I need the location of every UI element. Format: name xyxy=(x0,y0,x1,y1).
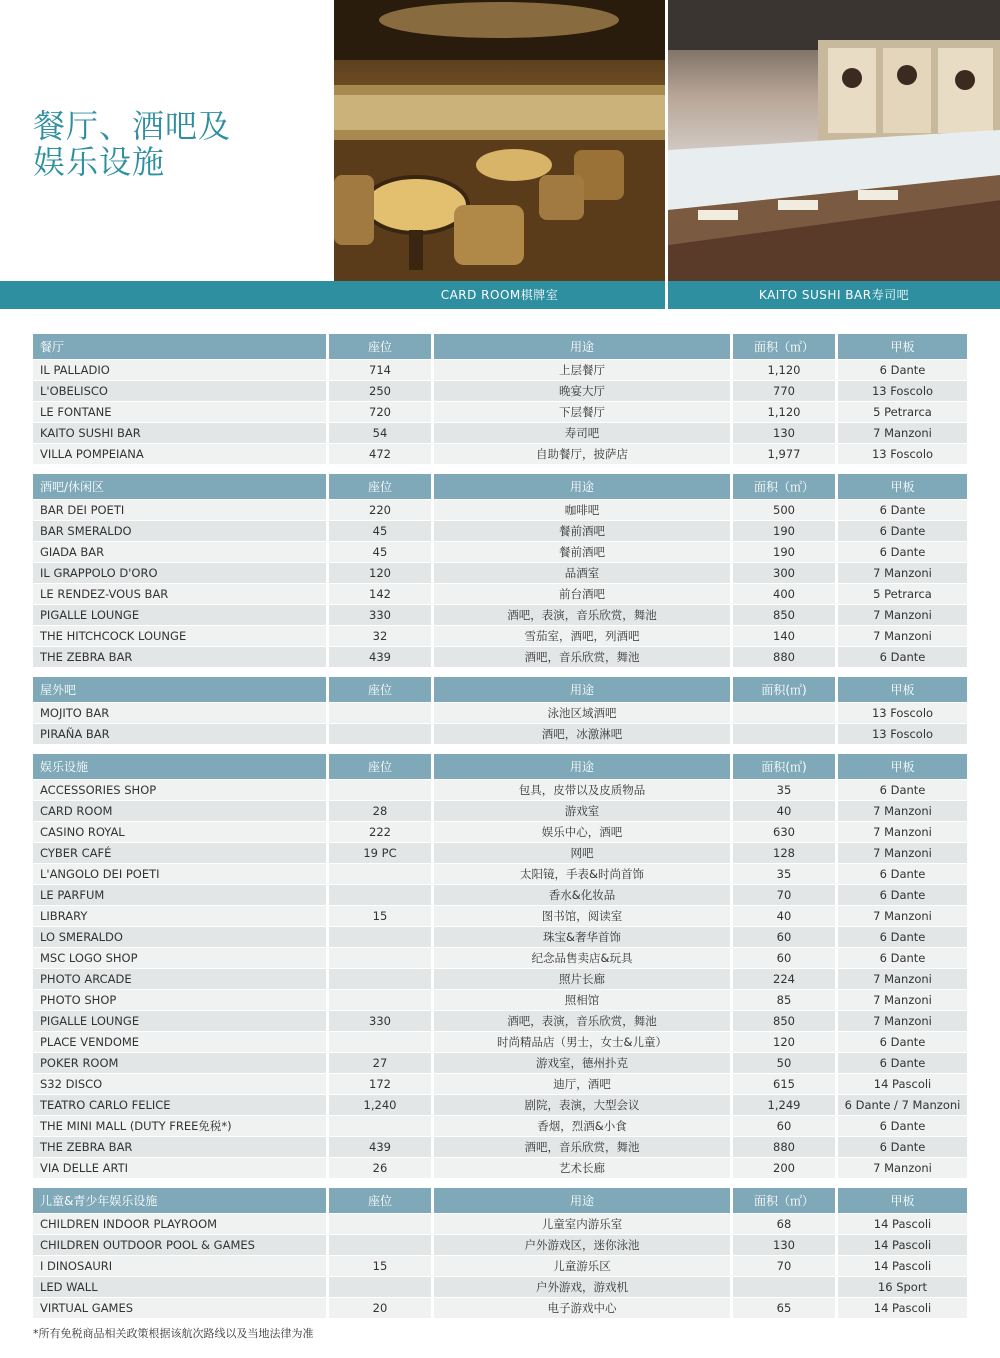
cell-usage: 照相馆 xyxy=(434,989,733,1010)
cell-usage: 时尚精品店（男士，女士&儿童） xyxy=(434,1031,733,1052)
cell-seats: 19 PC xyxy=(329,842,434,863)
cell-usage: 上层餐厅 xyxy=(434,359,733,380)
table-row xyxy=(33,359,967,380)
cell-venue: CYBER CAFÉ xyxy=(33,842,329,863)
table-row xyxy=(33,968,967,989)
cell-usage: 晚宴大厅 xyxy=(434,380,733,401)
cell-area: 400 xyxy=(733,583,838,604)
cell-venue: PHOTO ARCADE xyxy=(33,968,329,989)
cell-deck: 6 Dante xyxy=(838,884,967,905)
cell-deck: 6 Dante xyxy=(838,1052,967,1073)
header-area: 面积(㎡) xyxy=(733,677,838,702)
cell-seats xyxy=(329,947,434,968)
cell-venue: KAITO SUSHI BAR xyxy=(33,422,329,443)
cell-seats: 45 xyxy=(329,520,434,541)
cell-usage: 香烟，烈酒&小食 xyxy=(434,1115,733,1136)
header-deck: 甲板 xyxy=(838,474,967,499)
title-line-2: 娱乐设施 xyxy=(33,143,166,181)
cell-area: 85 xyxy=(733,989,838,1010)
cell-usage: 品酒室 xyxy=(434,562,733,583)
header-usage: 用途 xyxy=(434,474,733,499)
cell-deck: 5 Petrarca xyxy=(838,583,967,604)
cell-venue: MOJITO BAR xyxy=(33,702,329,723)
cell-seats xyxy=(329,884,434,905)
cell-deck: 7 Manzoni xyxy=(838,842,967,863)
header-area: 面积（㎡） xyxy=(733,334,838,359)
table-row xyxy=(33,604,967,625)
sushi-bar-caption: KAITO SUSHI BAR寿司吧 xyxy=(758,288,910,302)
cell-area: 130 xyxy=(733,422,838,443)
caption-bar xyxy=(0,281,1000,309)
cell-deck: 7 Manzoni xyxy=(838,905,967,926)
cell-seats: 1,240 xyxy=(329,1094,434,1115)
cell-usage: 酒吧，音乐欣赏，舞池 xyxy=(434,646,733,667)
cell-usage: 泳池区域酒吧 xyxy=(434,702,733,723)
cell-deck: 14 Pascoli xyxy=(838,1255,967,1276)
cell-seats: 220 xyxy=(329,499,434,520)
cell-usage: 下层餐厅 xyxy=(434,401,733,422)
table-row xyxy=(33,884,967,905)
cell-seats xyxy=(329,1213,434,1234)
cell-area: 60 xyxy=(733,926,838,947)
table-row xyxy=(33,863,967,884)
cell-seats xyxy=(329,779,434,800)
cell-area: 880 xyxy=(733,646,838,667)
table-row xyxy=(33,779,967,800)
cell-venue: ACCESSORIES SHOP xyxy=(33,779,329,800)
cell-usage: 自助餐厅，披萨店 xyxy=(434,443,733,464)
cell-seats: 720 xyxy=(329,401,434,422)
cell-usage: 前台酒吧 xyxy=(434,583,733,604)
table-header-row xyxy=(33,677,967,702)
table-row xyxy=(33,646,967,667)
cell-usage: 酒吧，音乐欣赏，舞池 xyxy=(434,1136,733,1157)
cell-seats: 439 xyxy=(329,646,434,667)
table-header-row xyxy=(33,474,967,499)
header-deck: 甲板 xyxy=(838,754,967,779)
table-row xyxy=(33,1297,967,1318)
cell-deck: 7 Manzoni xyxy=(838,625,967,646)
cell-usage: 酒吧，表演，音乐欣赏，舞池 xyxy=(434,1010,733,1031)
table-kids-teens xyxy=(33,1188,967,1318)
cell-venue: CHILDREN INDOOR PLAYROOM xyxy=(33,1213,329,1234)
header-seats: 座位 xyxy=(329,677,434,702)
cell-usage: 酒吧，表演，音乐欣赏，舞池 xyxy=(434,604,733,625)
cell-venue: THE MINI MALL (DUTY FREE免税*) xyxy=(33,1115,329,1136)
cell-deck: 7 Manzoni xyxy=(838,989,967,1010)
table-row xyxy=(33,401,967,422)
cell-seats: 45 xyxy=(329,541,434,562)
cell-seats: 714 xyxy=(329,359,434,380)
table-row xyxy=(33,1136,967,1157)
cell-usage: 餐前酒吧 xyxy=(434,541,733,562)
header-usage: 用途 xyxy=(434,754,733,779)
table-row xyxy=(33,1073,967,1094)
header-category: 娱乐设施 xyxy=(33,754,329,779)
cell-deck: 13 Foscolo xyxy=(838,443,967,464)
header-usage: 用途 xyxy=(434,334,733,359)
cell-deck: 14 Pascoli xyxy=(838,1073,967,1094)
cell-usage: 儿童室内游乐室 xyxy=(434,1213,733,1234)
card-room-illustration xyxy=(334,0,665,281)
cell-venue: BAR DEI POETI xyxy=(33,499,329,520)
cell-seats: 330 xyxy=(329,1010,434,1031)
cell-usage: 照片长廊 xyxy=(434,968,733,989)
table-row xyxy=(33,443,967,464)
cell-deck: 6 Dante xyxy=(838,779,967,800)
header-deck: 甲板 xyxy=(838,677,967,702)
cell-venue: VILLA POMPEIANA xyxy=(33,443,329,464)
header-usage: 用途 xyxy=(434,1188,733,1213)
cell-usage: 太阳镜，手表&时尚首饰 xyxy=(434,863,733,884)
cell-usage: 娱乐中心，酒吧 xyxy=(434,821,733,842)
table-row xyxy=(33,1276,967,1297)
table-restaurants xyxy=(33,334,967,464)
card-room-caption: CARD ROOM棋牌室 xyxy=(440,288,559,302)
cell-area: 35 xyxy=(733,779,838,800)
table-row xyxy=(33,1157,967,1178)
cell-area: 40 xyxy=(733,800,838,821)
cell-area: 224 xyxy=(733,968,838,989)
cell-seats: 20 xyxy=(329,1297,434,1318)
cell-deck: 13 Foscolo xyxy=(838,723,967,744)
sushi-bar-illustration xyxy=(668,0,1000,281)
cell-usage: 电子游戏中心 xyxy=(434,1297,733,1318)
cell-area: 1,977 xyxy=(733,443,838,464)
header-area: 面积(㎡) xyxy=(733,754,838,779)
table-row xyxy=(33,380,967,401)
cell-usage: 网吧 xyxy=(434,842,733,863)
cell-area: 500 xyxy=(733,499,838,520)
cell-deck: 13 Foscolo xyxy=(838,702,967,723)
cell-deck: 7 Manzoni xyxy=(838,800,967,821)
cell-deck: 7 Manzoni xyxy=(838,422,967,443)
cell-area: 40 xyxy=(733,905,838,926)
cell-deck: 6 Dante xyxy=(838,926,967,947)
cell-deck: 6 Dante xyxy=(838,1115,967,1136)
cell-area: 630 xyxy=(733,821,838,842)
cell-seats: 222 xyxy=(329,821,434,842)
cell-area: 615 xyxy=(733,1073,838,1094)
cell-deck: 6 Dante / 7 Manzoni xyxy=(838,1094,967,1115)
cell-area: 50 xyxy=(733,1052,838,1073)
cell-usage: 酒吧，冰激淋吧 xyxy=(434,723,733,744)
page-title xyxy=(33,108,231,180)
table-entertainment xyxy=(33,754,967,1178)
cell-area: 60 xyxy=(733,947,838,968)
table-row xyxy=(33,625,967,646)
table-row xyxy=(33,905,967,926)
cell-venue: IL PALLADIO xyxy=(33,359,329,380)
cell-seats: 54 xyxy=(329,422,434,443)
cell-area: 120 xyxy=(733,1031,838,1052)
cell-area: 35 xyxy=(733,863,838,884)
cell-usage: 餐前酒吧 xyxy=(434,520,733,541)
cell-usage: 户外游戏，游戏机 xyxy=(434,1276,733,1297)
cell-seats: 330 xyxy=(329,604,434,625)
header-usage: 用途 xyxy=(434,677,733,702)
cell-venue: POKER ROOM xyxy=(33,1052,329,1073)
card-room-photo xyxy=(334,0,665,281)
cell-seats: 472 xyxy=(329,443,434,464)
cell-usage: 雪茄室，酒吧，列酒吧 xyxy=(434,625,733,646)
cell-venue: CHILDREN OUTDOOR POOL & GAMES xyxy=(33,1234,329,1255)
cell-seats: 120 xyxy=(329,562,434,583)
cell-venue: THE ZEBRA BAR xyxy=(33,1136,329,1157)
table-row xyxy=(33,422,967,443)
cell-usage: 纪念品售卖店&玩具 xyxy=(434,947,733,968)
cell-deck: 6 Dante xyxy=(838,1136,967,1157)
cell-venue: LED WALL xyxy=(33,1276,329,1297)
table-header-row xyxy=(33,754,967,779)
table-row xyxy=(33,499,967,520)
cell-usage: 包具，皮带以及皮质物品 xyxy=(434,779,733,800)
cell-seats: 439 xyxy=(329,1136,434,1157)
cell-seats: 250 xyxy=(329,380,434,401)
cell-deck: 16 Sport xyxy=(838,1276,967,1297)
cell-area: 128 xyxy=(733,842,838,863)
cell-seats: 28 xyxy=(329,800,434,821)
table-row xyxy=(33,989,967,1010)
cell-deck: 6 Dante xyxy=(838,359,967,380)
cell-usage: 香水&化妆品 xyxy=(434,884,733,905)
cell-venue: GIADA BAR xyxy=(33,541,329,562)
cell-deck: 14 Pascoli xyxy=(838,1297,967,1318)
header-seats: 座位 xyxy=(329,1188,434,1213)
table-row xyxy=(33,583,967,604)
cell-area: 1,120 xyxy=(733,359,838,380)
cell-usage: 游戏室，德州扑克 xyxy=(434,1052,733,1073)
header-seats: 座位 xyxy=(329,334,434,359)
cell-deck: 5 Petrarca xyxy=(838,401,967,422)
cell-venue: CASINO ROYAL xyxy=(33,821,329,842)
title-line-1: 餐厅、酒吧及 xyxy=(33,107,232,145)
header-area: 面积（㎡） xyxy=(733,1188,838,1213)
cell-seats xyxy=(329,989,434,1010)
cell-area: 68 xyxy=(733,1213,838,1234)
table-outdoor-bars xyxy=(33,677,967,744)
cell-venue: CARD ROOM xyxy=(33,800,329,821)
table-row xyxy=(33,1234,967,1255)
cell-venue: LE PARFUM xyxy=(33,884,329,905)
cell-deck: 14 Pascoli xyxy=(838,1234,967,1255)
cell-venue: LE RENDEZ-VOUS BAR xyxy=(33,583,329,604)
table-header-row xyxy=(33,334,967,359)
cell-deck: 6 Dante xyxy=(838,499,967,520)
cell-usage: 儿童游乐区 xyxy=(434,1255,733,1276)
cell-venue: VIA DELLE ARTI xyxy=(33,1157,329,1178)
cell-venue: PIGALLE LOUNGE xyxy=(33,1010,329,1031)
duty-free-footnote: *所有免税商品相关政策根据该航次路线以及当地法律为准 xyxy=(33,1327,314,1340)
cell-area xyxy=(733,1276,838,1297)
cell-usage: 户外游戏区，迷你泳池 xyxy=(434,1234,733,1255)
table-row xyxy=(33,1094,967,1115)
table-row xyxy=(33,800,967,821)
cell-venue: LIBRARY xyxy=(33,905,329,926)
table-row xyxy=(33,1255,967,1276)
cell-area: 70 xyxy=(733,1255,838,1276)
cell-venue: S32 DISCO xyxy=(33,1073,329,1094)
cell-seats: 32 xyxy=(329,625,434,646)
header-category: 酒吧/休闲区 xyxy=(33,474,329,499)
cell-usage: 游戏室 xyxy=(434,800,733,821)
cell-deck: 7 Manzoni xyxy=(838,821,967,842)
table-row xyxy=(33,1031,967,1052)
cell-usage: 剧院，表演，大型会议 xyxy=(434,1094,733,1115)
cell-venue: BAR SMERALDO xyxy=(33,520,329,541)
cell-area: 880 xyxy=(733,1136,838,1157)
cell-deck: 7 Manzoni xyxy=(838,1010,967,1031)
cell-area: 140 xyxy=(733,625,838,646)
header-deck: 甲板 xyxy=(838,1188,967,1213)
cell-usage: 咖啡吧 xyxy=(434,499,733,520)
header-seats: 座位 xyxy=(329,754,434,779)
table-row xyxy=(33,1213,967,1234)
table-bars-lounges xyxy=(33,474,967,667)
cell-venue: LO SMERALDO xyxy=(33,926,329,947)
cell-seats xyxy=(329,968,434,989)
cell-seats xyxy=(329,1115,434,1136)
table-header-row xyxy=(33,1188,967,1213)
cell-deck: 6 Dante xyxy=(838,1031,967,1052)
cell-usage: 珠宝&奢华首饰 xyxy=(434,926,733,947)
table-row xyxy=(33,562,967,583)
header-category: 儿童&青少年娱乐设施 xyxy=(33,1188,329,1213)
cell-seats xyxy=(329,1276,434,1297)
cell-area xyxy=(733,702,838,723)
cell-area: 850 xyxy=(733,604,838,625)
table-row xyxy=(33,926,967,947)
table-row xyxy=(33,1052,967,1073)
cell-deck: 7 Manzoni xyxy=(838,604,967,625)
header-seats: 座位 xyxy=(329,474,434,499)
cell-seats xyxy=(329,723,434,744)
header-deck: 甲板 xyxy=(838,334,967,359)
cell-venue: PIRAÑA BAR xyxy=(33,723,329,744)
cell-seats: 142 xyxy=(329,583,434,604)
cell-venue: PLACE VENDOME xyxy=(33,1031,329,1052)
table-row xyxy=(33,541,967,562)
cell-area: 60 xyxy=(733,1115,838,1136)
cell-venue: LE FONTANE xyxy=(33,401,329,422)
cell-area: 190 xyxy=(733,541,838,562)
cell-venue: PIGALLE LOUNGE xyxy=(33,604,329,625)
cell-deck: 6 Dante xyxy=(838,541,967,562)
cell-usage: 寿司吧 xyxy=(434,422,733,443)
header-category: 餐厅 xyxy=(33,334,329,359)
cell-venue: THE HITCHCOCK LOUNGE xyxy=(33,625,329,646)
cell-seats: 15 xyxy=(329,905,434,926)
cell-deck: 7 Manzoni xyxy=(838,562,967,583)
cell-venue: VIRTUAL GAMES xyxy=(33,1297,329,1318)
cell-venue: I DINOSAURI xyxy=(33,1255,329,1276)
cell-deck: 6 Dante xyxy=(838,947,967,968)
cell-deck: 7 Manzoni xyxy=(838,968,967,989)
table-row xyxy=(33,821,967,842)
cell-area: 850 xyxy=(733,1010,838,1031)
cell-area: 1,120 xyxy=(733,401,838,422)
cell-area: 1,249 xyxy=(733,1094,838,1115)
cell-seats: 27 xyxy=(329,1052,434,1073)
table-row xyxy=(33,702,967,723)
cell-usage: 艺术长廊 xyxy=(434,1157,733,1178)
cell-seats: 26 xyxy=(329,1157,434,1178)
cell-venue: MSC LOGO SHOP xyxy=(33,947,329,968)
cell-venue: THE ZEBRA BAR xyxy=(33,646,329,667)
cell-area: 130 xyxy=(733,1234,838,1255)
cell-venue: L'OBELISCO xyxy=(33,380,329,401)
cell-usage: 图书馆，阅读室 xyxy=(434,905,733,926)
table-row xyxy=(33,723,967,744)
cell-area: 770 xyxy=(733,380,838,401)
cell-deck: 7 Manzoni xyxy=(838,1157,967,1178)
cell-deck: 13 Foscolo xyxy=(838,380,967,401)
cell-venue: IL GRAPPOLO D'ORO xyxy=(33,562,329,583)
cell-seats: 172 xyxy=(329,1073,434,1094)
cell-usage: 迪厅，酒吧 xyxy=(434,1073,733,1094)
cell-seats xyxy=(329,1234,434,1255)
sushi-bar-photo xyxy=(668,0,1000,281)
cell-deck: 14 Pascoli xyxy=(838,1213,967,1234)
table-row xyxy=(33,842,967,863)
table-row xyxy=(33,520,967,541)
table-row xyxy=(33,1115,967,1136)
caption-divider xyxy=(665,281,668,309)
table-row xyxy=(33,947,967,968)
cell-seats xyxy=(329,926,434,947)
cell-venue: L'ANGOLO DEI POETI xyxy=(33,863,329,884)
cell-area: 70 xyxy=(733,884,838,905)
cell-area: 65 xyxy=(733,1297,838,1318)
cell-area xyxy=(733,723,838,744)
table-row xyxy=(33,1010,967,1031)
facility-tables xyxy=(33,334,967,1328)
cell-deck: 6 Dante xyxy=(838,520,967,541)
cell-seats xyxy=(329,1031,434,1052)
cell-deck: 6 Dante xyxy=(838,863,967,884)
header-category: 屋外吧 xyxy=(33,677,329,702)
header-area: 面积（㎡） xyxy=(733,474,838,499)
cell-area: 300 xyxy=(733,562,838,583)
cell-deck: 6 Dante xyxy=(838,646,967,667)
cell-seats xyxy=(329,702,434,723)
cell-area: 190 xyxy=(733,520,838,541)
cell-area: 200 xyxy=(733,1157,838,1178)
cell-seats: 15 xyxy=(329,1255,434,1276)
cell-seats xyxy=(329,863,434,884)
cell-venue: PHOTO SHOP xyxy=(33,989,329,1010)
cell-venue: TEATRO CARLO FELICE xyxy=(33,1094,329,1115)
